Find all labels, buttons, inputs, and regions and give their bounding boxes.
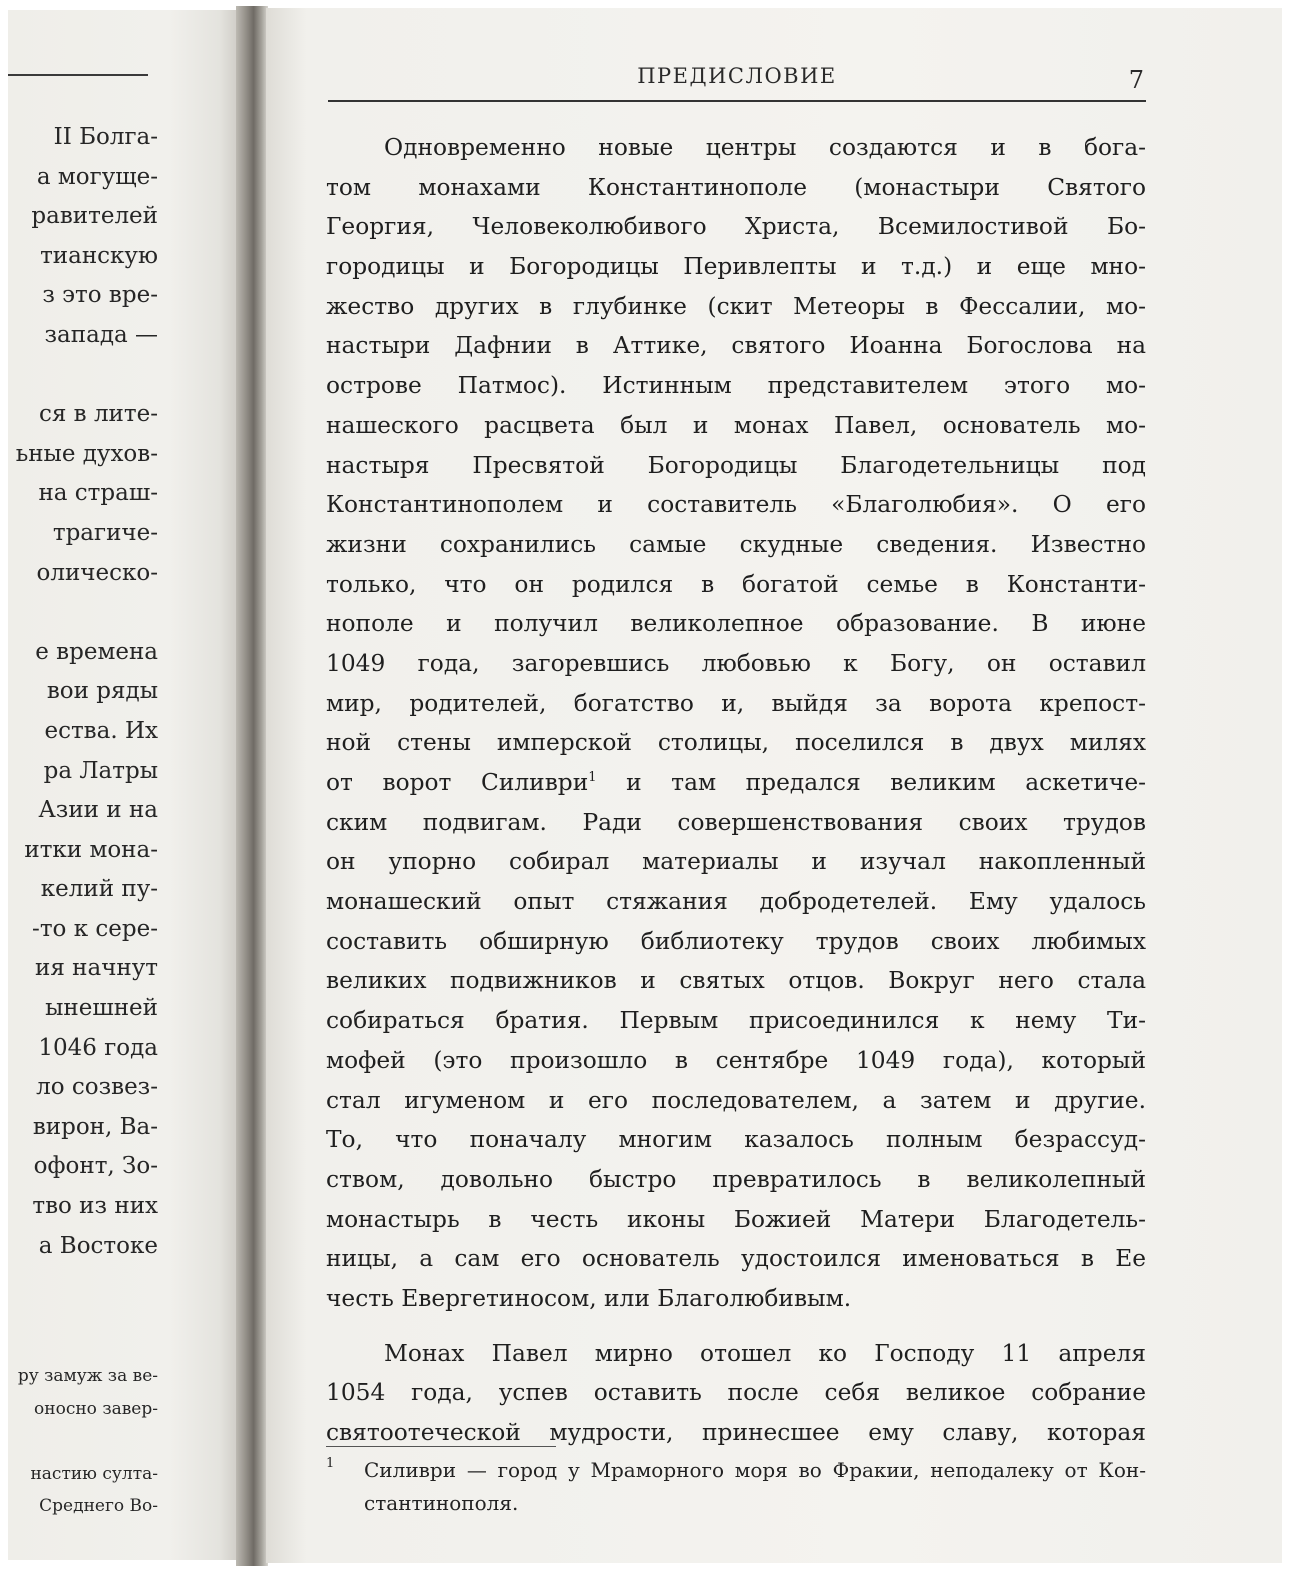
text-line: мир, родителей, богатство и, выйдя за ворота крепост- bbox=[326, 689, 1146, 717]
left-line: ло созвез- bbox=[36, 1074, 158, 1101]
left-line: ьные духов- bbox=[15, 440, 158, 467]
text-line: Одновременно новые центры создаются и в бога- bbox=[384, 134, 1146, 161]
text-line: Георгия, Человеколюбивого Христа, Всемилостивой Бо- bbox=[326, 213, 1146, 241]
left-line: трагиче- bbox=[52, 519, 158, 546]
footnote-rule bbox=[326, 1446, 556, 1447]
left-line: вои ряды bbox=[46, 678, 158, 705]
left-line: ества. Их bbox=[44, 717, 158, 744]
left-line: Азии и на bbox=[38, 797, 158, 824]
text-line: 1049 года, загоревшись любовью к Богу, он оставил bbox=[326, 649, 1146, 677]
text-line: Константинополем и составитель «Благолюбия». О его bbox=[326, 491, 1146, 519]
text-segment: от ворот Силиври bbox=[326, 769, 589, 796]
left-line: ся в лите- bbox=[38, 401, 158, 428]
text-line: 1054 года, успев оставить после себя великое собрание bbox=[326, 1379, 1146, 1407]
left-page-text bbox=[8, 118, 158, 1266]
text-line: городицы и Богородицы Перивлепты и т.д.) и еще мно- bbox=[326, 253, 1146, 281]
text-segment: и там предался великим аскетиче- bbox=[596, 769, 1146, 796]
left-line: итки мона- bbox=[24, 836, 158, 863]
text-line: монашеский опыт стяжания добродетелей. Ему удалось bbox=[326, 888, 1146, 916]
left-page bbox=[8, 10, 238, 1560]
footnote-line bbox=[326, 1454, 1146, 1487]
left-line: ынешней bbox=[45, 995, 158, 1022]
left-line: 1046 года bbox=[38, 1034, 158, 1061]
text-line: нополе и получил великолепное образование. В июне bbox=[326, 610, 1146, 638]
text-line-paragraph-end: честь Евергетиносом, или Благолюбивым. bbox=[326, 1284, 852, 1312]
text-line: только, что он родился в богатой семье в Константи- bbox=[326, 570, 1146, 598]
left-line: вирон, Ва- bbox=[32, 1113, 158, 1140]
left-line: запада — bbox=[44, 321, 158, 348]
text-line: нашеского расцвета был и монах Павел, основатель мо- bbox=[326, 411, 1146, 439]
text-line: мофей (это произошло в сентябре 1049 года), который bbox=[326, 1046, 1146, 1074]
left-line: на страш- bbox=[38, 480, 158, 507]
left-page-footnotes bbox=[8, 1360, 158, 1523]
text-line: ницы, а сам его основатель удостоился именоваться в Ее bbox=[326, 1245, 1146, 1273]
text-line: острове Патмос). Истинным представителем этого мо- bbox=[326, 372, 1146, 400]
footnote-reference[interactable]: 1 bbox=[588, 770, 597, 786]
text-line: он упорно собирал материалы и изучал накопленный bbox=[326, 848, 1146, 876]
text-line: собираться братия. Первым присоединился к нему Ти- bbox=[326, 1007, 1146, 1035]
text-line: стал игуменом и его последователем, а затем и другие. bbox=[326, 1086, 1146, 1114]
text-line: настыря Пресвятой Богородицы Благодетельницы под bbox=[326, 451, 1146, 479]
text-line: То, что поначалу многим казалось полным безрассуд- bbox=[326, 1126, 1146, 1154]
left-line: тианскую bbox=[40, 242, 158, 269]
text-line: жество других в глубинке (скит Метеоры в Фессалии, мо- bbox=[326, 292, 1146, 320]
text-line: ной стены имперской столицы, поселился в двух милях bbox=[326, 729, 1146, 757]
left-line: е времена bbox=[35, 638, 158, 665]
text-line: том монахами Константинополе (монастыри Святого bbox=[326, 173, 1146, 201]
left-line: офонт, Зо- bbox=[33, 1153, 158, 1180]
left-line: келий пу- bbox=[40, 876, 158, 903]
text-line-with-footnote-ref bbox=[326, 763, 1146, 803]
left-header-rule bbox=[8, 74, 148, 76]
book-gutter bbox=[236, 6, 268, 1566]
text-line: Монах Павел мирно отошел ко Господу 11 апреля bbox=[384, 1339, 1146, 1367]
left-line: равителей bbox=[31, 203, 158, 230]
text-line: жизни сохранились самые скудные сведения. Известно bbox=[326, 530, 1146, 558]
left-line-blank bbox=[8, 356, 158, 396]
text-line: составить обширную библиотеку трудов своих любимых bbox=[326, 927, 1146, 955]
left-line: ия начнут bbox=[35, 955, 158, 982]
body-text bbox=[326, 128, 1146, 1453]
left-note-line-blank bbox=[8, 1425, 158, 1458]
left-line: з это вре- bbox=[42, 282, 158, 309]
left-line: олическо- bbox=[36, 559, 158, 586]
page-number: 7 bbox=[1128, 66, 1144, 94]
text-line: святоотеческой мудрости, принесшее ему славу, которая bbox=[326, 1419, 1146, 1446]
left-note-line: оносно завер- bbox=[34, 1398, 158, 1419]
right-page bbox=[266, 8, 1282, 1563]
page-header bbox=[328, 64, 1146, 102]
text-line: ством, довольно быстро превратилось в великолепный bbox=[326, 1165, 1146, 1193]
footnote-mark: 1 bbox=[326, 1456, 335, 1471]
text-line: ским подвигам. Ради совершенствования своих трудов bbox=[326, 808, 1146, 836]
left-line: а Востоке bbox=[38, 1232, 158, 1259]
left-note-line: настию султа- bbox=[30, 1463, 158, 1484]
text-line: монастырь в честь иконы Божией Матери Благодетель- bbox=[326, 1205, 1146, 1233]
left-line: а могуще- bbox=[36, 163, 158, 190]
left-note-line: ру замуж за ве- bbox=[17, 1366, 158, 1386]
left-line: -то к сере- bbox=[32, 915, 158, 942]
left-line: II Болга- bbox=[53, 124, 158, 150]
text-line: великих подвижников и святых отцов. Вокруг него стала bbox=[326, 967, 1146, 995]
footnote-line: стантинополя. bbox=[364, 1491, 519, 1515]
footnote bbox=[326, 1454, 1146, 1520]
left-line: тво из них bbox=[32, 1193, 158, 1220]
text-line: настыри Дафнии в Аттике, святого Иоанна Богослова на bbox=[326, 332, 1146, 360]
running-head: ПРЕДИСЛОВИЕ bbox=[637, 64, 837, 88]
left-note-line: Среднего Во- bbox=[39, 1496, 158, 1516]
left-line-blank bbox=[8, 593, 158, 633]
left-line: ра Латры bbox=[43, 757, 158, 784]
footnote-text: Силиври — город у Мраморного моря во Фракии, неподалеку от Кон- bbox=[364, 1458, 1146, 1482]
